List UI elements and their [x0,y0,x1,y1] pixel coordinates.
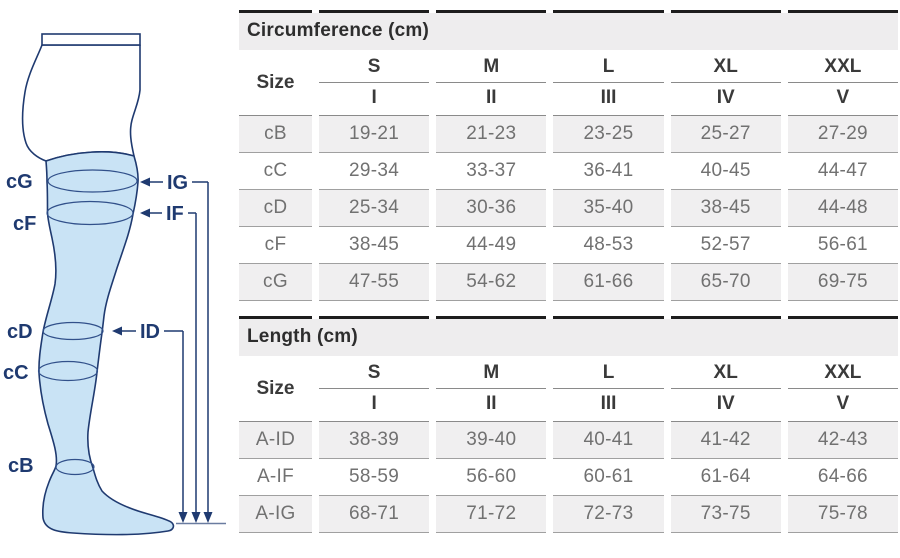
column-header-letter: XL [671,50,781,83]
table-cell: 23-25 [553,116,663,153]
table-cell: 47-55 [319,264,429,301]
row-label: cC [239,153,312,190]
row-label: cF [239,227,312,264]
table-cell: 38-45 [319,227,429,264]
table-cell: 29-34 [319,153,429,190]
column-header-letter: S [319,50,429,83]
label-cb: cB [8,455,34,477]
row-label: A-IG [239,496,312,533]
table-cell: 21-23 [436,116,546,153]
column-header-letter: M [436,50,546,83]
label-cd: cD [7,321,33,343]
row-label: cB [239,116,312,153]
table-cell: 44-48 [788,190,898,227]
table-cell: 44-47 [788,153,898,190]
table-cell: 39-40 [436,422,546,459]
row-label: cD [239,190,312,227]
table-cell: 61-64 [671,459,781,496]
table-cell: 61-66 [553,264,663,301]
table-cell: 48-53 [553,227,663,264]
table-cell: 44-49 [436,227,546,264]
table-cell: 27-29 [788,116,898,153]
label-cf: cF [13,213,37,235]
column-header-letter: XXL [788,50,898,83]
table-cell: 69-75 [788,264,898,301]
table-cell: 36-41 [553,153,663,190]
column-header-numeral: IV [671,83,781,116]
column-header-numeral: IV [671,389,781,422]
row-label: cG [239,264,312,301]
table-cell: 64-66 [788,459,898,496]
column-header-numeral: I [319,389,429,422]
row-label: A-ID [239,422,312,459]
table-cell: 40-41 [553,422,663,459]
table-cell: 38-39 [319,422,429,459]
label-cg: cG [6,171,33,193]
column-header-letter: L [553,356,663,389]
label-if: IF [166,203,184,225]
column-header-numeral: II [436,389,546,422]
label-ig: IG [167,172,189,194]
table-cell: 42-43 [788,422,898,459]
table-cell: 25-34 [319,190,429,227]
table-cell: 33-37 [436,153,546,190]
length-pointer-if [140,209,201,524]
column-header-letter: XXL [788,356,898,389]
size-header: Size [239,50,312,116]
table-cell: 75-78 [788,496,898,533]
column-header-numeral: V [788,389,898,422]
table-cell: 52-57 [671,227,781,264]
table-cell: 56-60 [436,459,546,496]
size-tables [239,10,898,533]
table-cell: 71-72 [436,496,546,533]
table-cell: 41-42 [671,422,781,459]
leg-measurement-diagram [0,0,237,558]
table-cell: 60-61 [553,459,663,496]
table-cell: 58-59 [319,459,429,496]
row-label: A-IF [239,459,312,496]
table-cell: 38-45 [671,190,781,227]
circumference-table [239,10,898,301]
column-header-letter: L [553,50,663,83]
table-cell: 19-21 [319,116,429,153]
table-cell: 25-27 [671,116,781,153]
table-cell: 72-73 [553,496,663,533]
table-cell: 30-36 [436,190,546,227]
table-title: Length (cm) [239,319,898,356]
column-header-numeral: V [788,83,898,116]
column-header-numeral: II [436,83,546,116]
table-cell: 65-70 [671,264,781,301]
stocking-shape [39,152,173,535]
column-header-numeral: III [553,389,663,422]
label-id: ID [140,321,160,343]
table-title: Circumference (cm) [239,13,898,50]
length-pointer-ig [140,178,213,524]
table-cell: 56-61 [788,227,898,264]
column-header-numeral: III [553,83,663,116]
upper-leg-outline [23,45,141,161]
column-header-letter: S [319,356,429,389]
size-header: Size [239,356,312,422]
length-pointer-id [112,327,188,524]
column-header-letter: XL [671,356,781,389]
length-table [239,316,898,533]
table-cell: 68-71 [319,496,429,533]
table-cell: 40-45 [671,153,781,190]
table-cell: 54-62 [436,264,546,301]
table-cell: 35-40 [553,190,663,227]
table-cell: 73-75 [671,496,781,533]
label-cc: cC [3,362,29,384]
column-header-letter: M [436,356,546,389]
column-header-numeral: I [319,83,429,116]
waistband [42,34,140,45]
